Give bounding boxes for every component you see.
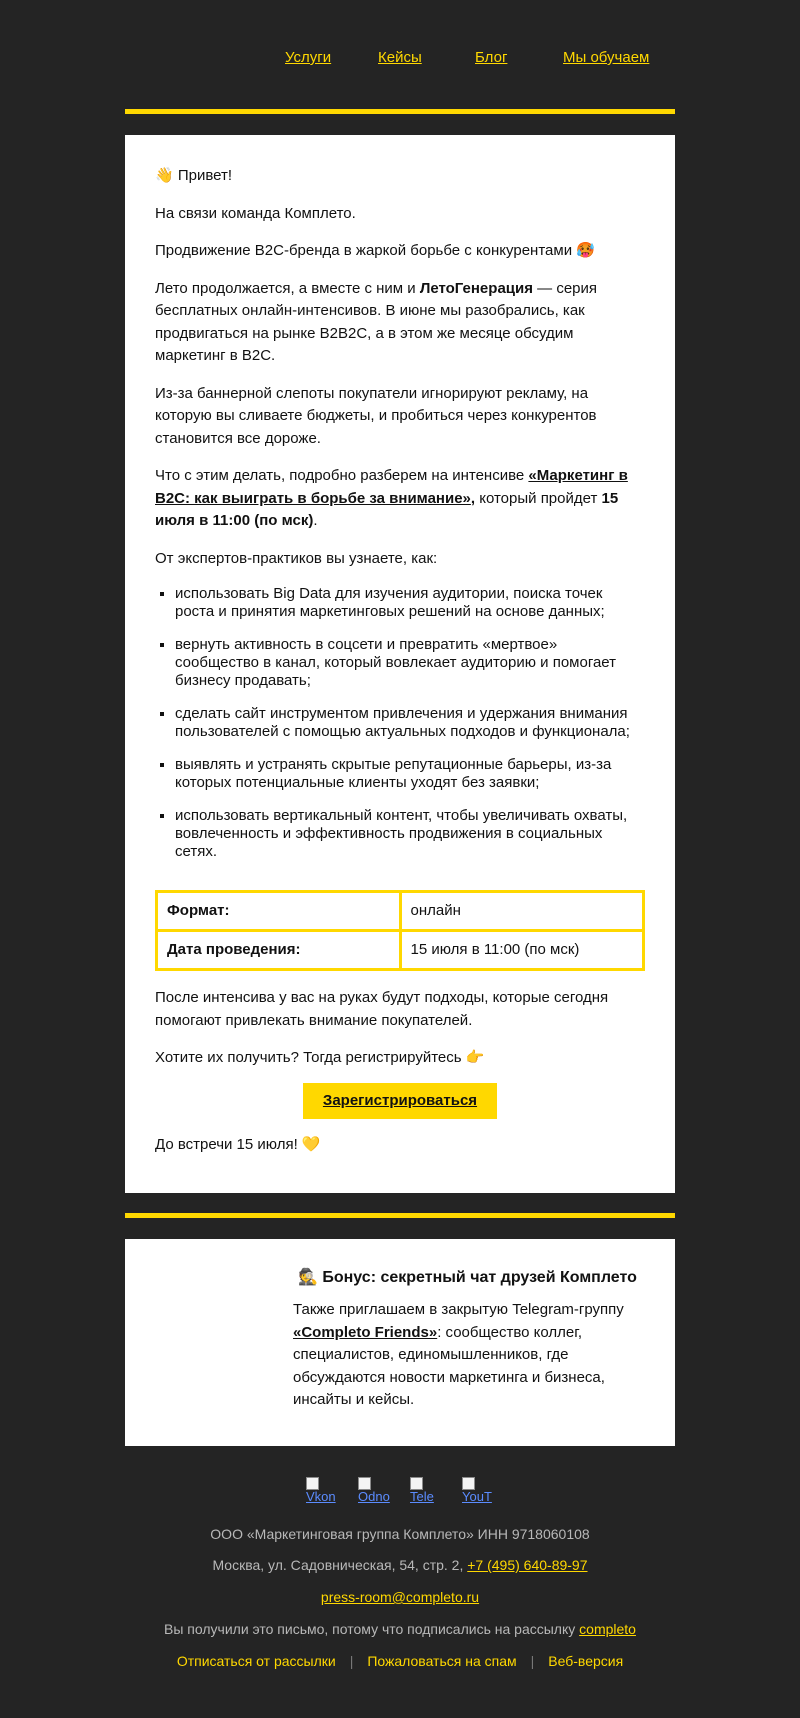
cta-text: Хотите их получить? Тогда регистрируйтесь 👉 bbox=[155, 1049, 485, 1066]
footer-subscribed-line bbox=[0, 1619, 800, 1639]
email-body-card bbox=[125, 135, 675, 1193]
youtube-icon[interactable] bbox=[462, 1477, 496, 1511]
nav-link-services[interactable]: Услуги bbox=[285, 49, 332, 66]
broken-image-icon bbox=[462, 1477, 475, 1490]
nav-link-we-teach[interactable]: Мы обучаем bbox=[563, 49, 650, 66]
experts-intro: От экспертов-практиков вы узнаете, как: bbox=[155, 549, 438, 567]
list-item: ▪ вернуть активность в соцсети и превратить «мертвое» сообщество в канал, который вовлекает аудиторию и помогает бизнесу продавать; bbox=[175, 636, 645, 690]
completo-friends-link[interactable]: «Completo Friends» bbox=[293, 1323, 438, 1341]
intensive-link[interactable]: «Маркетинг в B2C: как выиграть в борьбе за внимание» bbox=[155, 467, 628, 507]
top-divider bbox=[125, 109, 675, 114]
footer-address: Москва, ул. Садовническая, 54, стр. 2, bbox=[212, 1557, 468, 1573]
top-nav bbox=[0, 49, 800, 71]
vk-icon[interactable] bbox=[306, 1477, 340, 1511]
p1-after: — серия бесплатных онлайн-интенсивов. В июне мы разобрались, как продвигаться на рынке B2B2C, а в этом же месяце обсудим маркетинг в B2C. bbox=[155, 279, 598, 364]
footer-company: ООО «Маркетинговая группа Комплето» ИНН 9718060108 bbox=[210, 1526, 590, 1542]
bonus-text-before: Также приглашаем в закрытую Telegram-группу bbox=[293, 1301, 624, 1318]
p3-comma: , bbox=[470, 489, 476, 507]
date-label: Дата проведения: bbox=[157, 931, 401, 970]
p1-bold-letogeneration: ЛетоГенерация bbox=[419, 279, 533, 297]
bonus-card bbox=[125, 1239, 675, 1446]
footer-address-line bbox=[0, 1555, 800, 1575]
footer-links bbox=[0, 1651, 800, 1671]
vk-alt-text: Vkon bbox=[306, 1490, 336, 1503]
footer-completo-link[interactable]: completo bbox=[579, 1621, 636, 1637]
after-intensive-text: После интенсива у вас на руках будут подходы, которые сегодня помогают привлекать внимание покупателей. bbox=[155, 989, 609, 1029]
social-links bbox=[0, 1477, 800, 1511]
broken-image-icon bbox=[306, 1477, 319, 1490]
list-item: ▪ выявлять и устранять скрытые репутационные барьеры, из-за которых потенциальные клиенты уходят без заявки; bbox=[175, 756, 645, 792]
email-content bbox=[155, 165, 645, 1171]
paragraph-intensive bbox=[155, 465, 645, 533]
odnoklassniki-alt-text: Odno bbox=[358, 1490, 390, 1503]
footer-email-line bbox=[0, 1587, 800, 1607]
bonus-title: 🕵️ Бонус: секретный чат друзей Комплето bbox=[298, 1269, 637, 1286]
nav-link-blog[interactable]: Блог bbox=[475, 49, 508, 66]
date-value: 15 июля в 11:00 (по мск) bbox=[400, 931, 644, 970]
event-info-table bbox=[155, 890, 645, 971]
bonus-content bbox=[293, 1267, 653, 1412]
broken-image-icon bbox=[410, 1477, 423, 1490]
report-spam-link[interactable]: Пожаловаться на спам bbox=[367, 1653, 517, 1669]
paragraph-summer-generation bbox=[155, 278, 645, 368]
telegram-alt-text: Tele bbox=[410, 1490, 434, 1503]
table-row bbox=[157, 931, 644, 970]
broken-image-icon bbox=[358, 1477, 371, 1490]
register-button-wrap bbox=[155, 1083, 645, 1119]
list-item: ▪ использовать Big Data для изучения аудитории, поиска точек роста и принятия маркетинговых решений на основе данных; bbox=[175, 585, 645, 621]
closing-text: До встречи 15 июля! 💛 bbox=[155, 1135, 321, 1153]
unsubscribe-link[interactable]: Отписаться от рассылки bbox=[176, 1653, 336, 1669]
p3-before: Что с этим делать, подробно разберем на интенсиве bbox=[155, 467, 529, 484]
intro-text: На связи команда Комплето. bbox=[155, 204, 356, 222]
format-value: онлайн bbox=[400, 892, 644, 931]
bonus-text bbox=[293, 1299, 653, 1412]
footer-separator: | bbox=[530, 1653, 535, 1669]
nav-link-cases[interactable]: Кейсы bbox=[378, 49, 422, 66]
odnoklassniki-icon[interactable] bbox=[358, 1477, 392, 1511]
greeting: 👋 Привет! bbox=[155, 167, 233, 184]
p3-middle: который пройдет bbox=[475, 489, 602, 507]
middle-divider bbox=[125, 1213, 675, 1218]
p1-before: Лето продолжается, а вместе с ним и bbox=[155, 279, 420, 297]
format-label: Формат: bbox=[157, 892, 401, 931]
topics-list bbox=[155, 585, 645, 861]
footer-phone-link[interactable]: +7 (495) 640-89-97 bbox=[467, 1557, 588, 1573]
footer-subscribed-text: Вы получили это письмо, потому что подписались на рассылку bbox=[164, 1621, 580, 1637]
p3-date: 15 июля в 11:00 (по мск) bbox=[155, 489, 619, 529]
youtube-alt-text: YouT bbox=[462, 1490, 492, 1503]
list-item: ▪ использовать вертикальный контент, чтобы увеличивать охваты, вовлеченность и эффективность продвижения в социальных сетях. bbox=[175, 807, 645, 861]
web-version-link[interactable]: Веб-версия bbox=[548, 1653, 624, 1669]
footer-separator: | bbox=[349, 1653, 354, 1669]
telegram-icon[interactable] bbox=[410, 1477, 444, 1511]
bonus-text-after: : сообщество коллег, специалистов, единомышленников, где обсуждаются новости маркетинга и бизнеса, инсайты и кейсы. bbox=[293, 1323, 605, 1408]
table-row bbox=[157, 892, 644, 931]
list-item: ▪ сделать сайт инструментом привлечения и удержания внимания пользователей с помощью актуальных подходов и функционала; bbox=[175, 705, 645, 741]
paragraph-banner-blindness: Из-за баннерной слепоты покупатели игнорируют рекламу, на которую вы сливаете бюджеты, и пробиться через конкурентов становится все дороже. bbox=[155, 384, 597, 447]
headline: Продвижение B2C-бренда в жаркой борьбе с конкурентами 🥵 bbox=[155, 242, 595, 259]
footer-email-link[interactable]: press-room@completo.ru bbox=[320, 1589, 480, 1605]
p3-end: . bbox=[313, 512, 318, 529]
register-button[interactable]: Зарегистрироваться bbox=[303, 1083, 497, 1119]
